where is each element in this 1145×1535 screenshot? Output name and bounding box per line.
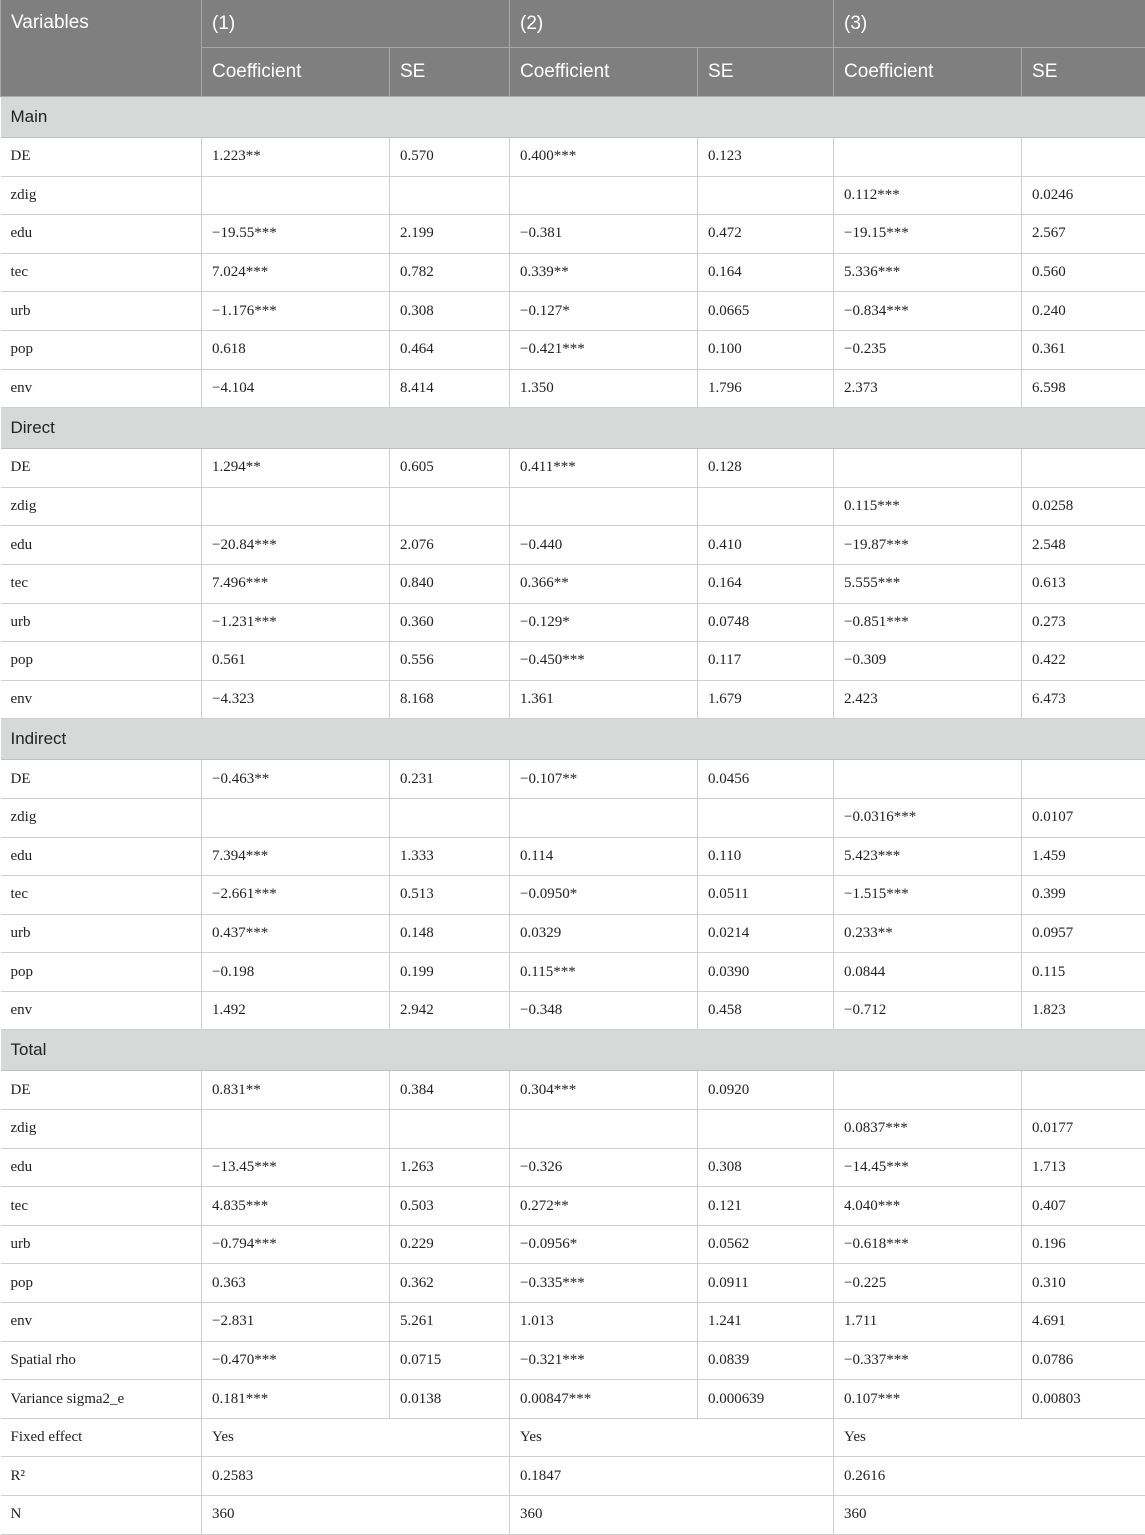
coefficient-cell: −0.335***	[510, 1264, 698, 1303]
coefficient-cell: 4.835***	[202, 1187, 390, 1226]
table-row	[1, 1380, 1145, 1419]
se-cell: 1.241	[698, 1303, 834, 1342]
table-row	[1, 215, 1145, 254]
coefficient-cell: 5.555***	[834, 564, 1022, 603]
se-cell	[1022, 449, 1145, 488]
se-cell: 0.361	[1022, 330, 1145, 369]
footer-value-cell: Yes	[202, 1418, 510, 1457]
coefficient-cell: −0.0950*	[510, 876, 698, 915]
section-title: Direct	[1, 408, 1145, 449]
se-cell: 0.0715	[390, 1341, 510, 1380]
variable-name-cell: tec	[1, 876, 202, 915]
coefficient-cell: 0.115***	[510, 953, 698, 992]
variable-name-cell: pop	[1, 642, 202, 681]
se-cell: 1.713	[1022, 1148, 1145, 1187]
se-cell: 0.0246	[1022, 176, 1145, 215]
se-cell: 0.0957	[1022, 914, 1145, 953]
variable-name-cell: edu	[1, 837, 202, 876]
se-cell: 6.473	[1022, 680, 1145, 719]
se-cell: 0.148	[390, 914, 510, 953]
se-cell: 0.164	[698, 564, 834, 603]
table-row	[1, 1110, 1145, 1149]
coefficient-cell	[510, 798, 698, 837]
variable-name-cell: pop	[1, 1264, 202, 1303]
coefficient-cell: −0.321***	[510, 1341, 698, 1380]
se-header: SE	[390, 48, 510, 97]
coefficient-cell: 0.0844	[834, 953, 1022, 992]
se-cell: 0.308	[698, 1148, 834, 1187]
se-cell: 0.123	[698, 138, 834, 177]
coefficient-cell: −1.176***	[202, 292, 390, 331]
se-cell	[698, 176, 834, 215]
table-row	[1, 1264, 1145, 1303]
coefficient-cell: 1.361	[510, 680, 698, 719]
se-cell: 0.0177	[1022, 1110, 1145, 1149]
table-row	[1, 991, 1145, 1030]
coefficient-cell: −19.87***	[834, 526, 1022, 565]
coefficient-cell: 0.233**	[834, 914, 1022, 953]
se-cell: 4.691	[1022, 1303, 1145, 1342]
coefficient-cell: 0.272**	[510, 1187, 698, 1226]
footer-value-cell: 360	[510, 1496, 834, 1535]
se-cell: 0.613	[1022, 564, 1145, 603]
table-row	[1, 487, 1145, 526]
se-cell: 0.240	[1022, 292, 1145, 331]
se-cell: 0.121	[698, 1187, 834, 1226]
coefficient-cell: −0.421***	[510, 330, 698, 369]
coefficient-cell	[510, 487, 698, 526]
variable-name-cell: tec	[1, 253, 202, 292]
coefficient-cell: −0.450***	[510, 642, 698, 681]
coefficient-cell: −0.712	[834, 991, 1022, 1030]
coefficient-cell: 0.339**	[510, 253, 698, 292]
coefficient-cell	[510, 176, 698, 215]
coefficient-cell: 0.115***	[834, 487, 1022, 526]
variable-name-cell: zdig	[1, 1110, 202, 1149]
table-row	[1, 526, 1145, 565]
se-cell: 0.399	[1022, 876, 1145, 915]
se-cell: 0.0214	[698, 914, 834, 953]
coefficient-cell	[202, 1110, 390, 1149]
section-header-row	[1, 97, 1145, 138]
coefficient-cell: −0.225	[834, 1264, 1022, 1303]
se-cell: 0.464	[390, 330, 510, 369]
se-cell: 0.556	[390, 642, 510, 681]
se-cell: 1.263	[390, 1148, 510, 1187]
coefficient-cell: −0.129*	[510, 603, 698, 642]
table-row	[1, 1225, 1145, 1264]
model-2-header: (2)	[510, 0, 834, 48]
variable-name-cell: N	[1, 1496, 202, 1535]
variable-name-cell: DE	[1, 760, 202, 799]
section-title: Total	[1, 1030, 1145, 1071]
variable-name-cell: tec	[1, 1187, 202, 1226]
footer-value-cell: 360	[202, 1496, 510, 1535]
coefficient-cell: −1.231***	[202, 603, 390, 642]
footer-value-cell: 0.2616	[834, 1457, 1145, 1496]
coefficient-cell: −20.84***	[202, 526, 390, 565]
variables-header: Variables	[1, 0, 202, 97]
coefficient-cell: −14.45***	[834, 1148, 1022, 1187]
coefficient-cell: −0.198	[202, 953, 390, 992]
coefficient-cell: 0.00847***	[510, 1380, 698, 1419]
se-cell: 1.823	[1022, 991, 1145, 1030]
variable-name-cell: zdig	[1, 798, 202, 837]
model-1-header: (1)	[202, 0, 510, 48]
coefficient-cell: 7.394***	[202, 837, 390, 876]
variable-name-cell: DE	[1, 449, 202, 488]
se-cell: 0.503	[390, 1187, 510, 1226]
table-row	[1, 1071, 1145, 1110]
variable-name-cell: urb	[1, 1225, 202, 1264]
se-cell: 2.567	[1022, 215, 1145, 254]
se-cell: 0.0562	[698, 1225, 834, 1264]
coefficient-cell	[834, 1071, 1022, 1110]
coefficient-header: Coefficient	[202, 48, 390, 97]
table-row	[1, 642, 1145, 681]
table-row	[1, 760, 1145, 799]
se-cell: 0.0920	[698, 1071, 834, 1110]
coefficient-cell: −0.0956*	[510, 1225, 698, 1264]
coefficient-cell: −0.348	[510, 991, 698, 1030]
se-cell: 0.117	[698, 642, 834, 681]
coefficient-cell: −19.55***	[202, 215, 390, 254]
se-cell: 0.0665	[698, 292, 834, 331]
se-cell: 1.459	[1022, 837, 1145, 876]
coefficient-header: Coefficient	[834, 48, 1022, 97]
coefficient-cell: −0.463**	[202, 760, 390, 799]
table-row	[1, 1148, 1145, 1187]
coefficient-cell: 1.711	[834, 1303, 1022, 1342]
table-row	[1, 138, 1145, 177]
section-title: Main	[1, 97, 1145, 138]
coefficient-cell: 0.366**	[510, 564, 698, 603]
se-cell: 0.605	[390, 449, 510, 488]
variable-name-cell: env	[1, 369, 202, 408]
variable-name-cell: env	[1, 991, 202, 1030]
se-cell: 0.100	[698, 330, 834, 369]
variable-name-cell: env	[1, 680, 202, 719]
footer-row	[1, 1496, 1145, 1535]
coefficient-cell: 0.618	[202, 330, 390, 369]
se-cell: 1.679	[698, 680, 834, 719]
coefficient-cell: −0.309	[834, 642, 1022, 681]
se-cell: 0.422	[1022, 642, 1145, 681]
coefficient-cell: 7.024***	[202, 253, 390, 292]
table-row	[1, 292, 1145, 331]
coefficient-cell: 5.423***	[834, 837, 1022, 876]
coefficient-cell: −0.794***	[202, 1225, 390, 1264]
se-cell	[698, 1110, 834, 1149]
variable-name-cell: pop	[1, 953, 202, 992]
coefficient-cell: −13.45***	[202, 1148, 390, 1187]
se-cell: 0.0786	[1022, 1341, 1145, 1380]
se-cell	[390, 487, 510, 526]
coefficient-cell: −0.834***	[834, 292, 1022, 331]
variable-name-cell: R²	[1, 1457, 202, 1496]
footer-value-cell: Yes	[834, 1418, 1145, 1457]
se-cell: 1.333	[390, 837, 510, 876]
se-cell: 2.076	[390, 526, 510, 565]
se-cell: 0.0748	[698, 603, 834, 642]
coefficient-cell: −2.661***	[202, 876, 390, 915]
coefficient-cell: −0.326	[510, 1148, 698, 1187]
footer-value-cell: 360	[834, 1496, 1145, 1535]
header-row-models	[1, 0, 1145, 48]
variable-name-cell: zdig	[1, 176, 202, 215]
coefficient-cell: 1.492	[202, 991, 390, 1030]
coefficient-cell	[834, 449, 1022, 488]
coefficient-cell: 0.181***	[202, 1380, 390, 1419]
coefficient-cell: 0.363	[202, 1264, 390, 1303]
footer-row	[1, 1457, 1145, 1496]
se-cell	[698, 798, 834, 837]
se-cell: 0.840	[390, 564, 510, 603]
se-cell: 0.115	[1022, 953, 1145, 992]
se-cell: 2.942	[390, 991, 510, 1030]
section-header-row	[1, 1030, 1145, 1071]
variable-name-cell: tec	[1, 564, 202, 603]
coefficient-cell: −0.851***	[834, 603, 1022, 642]
se-cell: 0.513	[390, 876, 510, 915]
se-cell: 0.384	[390, 1071, 510, 1110]
table-row	[1, 798, 1145, 837]
variable-name-cell: env	[1, 1303, 202, 1342]
se-cell: 0.164	[698, 253, 834, 292]
se-cell: 0.310	[1022, 1264, 1145, 1303]
coefficient-cell: −0.618***	[834, 1225, 1022, 1264]
coefficient-cell	[202, 176, 390, 215]
variable-name-cell: DE	[1, 138, 202, 177]
se-cell: 0.0258	[1022, 487, 1145, 526]
se-cell: 0.0390	[698, 953, 834, 992]
variable-name-cell: Spatial rho	[1, 1341, 202, 1380]
se-cell: 1.796	[698, 369, 834, 408]
footer-value-cell: Yes	[510, 1418, 834, 1457]
coefficient-cell	[202, 798, 390, 837]
se-cell	[1022, 760, 1145, 799]
se-cell: 5.261	[390, 1303, 510, 1342]
se-cell: 0.570	[390, 138, 510, 177]
footer-value-cell: 0.2583	[202, 1457, 510, 1496]
se-cell: 6.598	[1022, 369, 1145, 408]
coefficient-cell	[202, 487, 390, 526]
coefficient-cell: −0.235	[834, 330, 1022, 369]
se-cell	[390, 176, 510, 215]
variable-name-cell: edu	[1, 1148, 202, 1187]
table-row	[1, 953, 1145, 992]
table-row	[1, 914, 1145, 953]
coefficient-cell: −19.15***	[834, 215, 1022, 254]
se-cell: 0.229	[390, 1225, 510, 1264]
se-cell: 0.458	[698, 991, 834, 1030]
se-cell: 0.782	[390, 253, 510, 292]
coefficient-cell: 0.561	[202, 642, 390, 681]
coefficient-cell: 0.437***	[202, 914, 390, 953]
se-cell: 0.407	[1022, 1187, 1145, 1226]
model-3-header: (3)	[834, 0, 1145, 48]
coefficient-cell: −0.127*	[510, 292, 698, 331]
table-row	[1, 603, 1145, 642]
se-cell: 0.0107	[1022, 798, 1145, 837]
coefficient-cell: −0.0316***	[834, 798, 1022, 837]
coefficient-cell: 0.304***	[510, 1071, 698, 1110]
se-cell: 0.000639	[698, 1380, 834, 1419]
coefficient-cell: 0.114	[510, 837, 698, 876]
coefficient-cell: −0.381	[510, 215, 698, 254]
coefficient-cell: 2.423	[834, 680, 1022, 719]
table-row	[1, 876, 1145, 915]
se-cell	[390, 798, 510, 837]
se-cell: 0.308	[390, 292, 510, 331]
coefficient-cell: 1.294**	[202, 449, 390, 488]
section-header-row	[1, 408, 1145, 449]
coefficient-cell	[510, 1110, 698, 1149]
se-cell: 0.362	[390, 1264, 510, 1303]
se-cell	[1022, 1071, 1145, 1110]
coefficient-cell: −0.470***	[202, 1341, 390, 1380]
table-row	[1, 680, 1145, 719]
se-cell: 0.0839	[698, 1341, 834, 1380]
se-cell: 0.0138	[390, 1380, 510, 1419]
se-cell: 0.0456	[698, 760, 834, 799]
coefficient-cell: −0.107**	[510, 760, 698, 799]
variable-name-cell: zdig	[1, 487, 202, 526]
variable-name-cell: urb	[1, 914, 202, 953]
table-row	[1, 449, 1145, 488]
table-row	[1, 837, 1145, 876]
variable-name-cell: pop	[1, 330, 202, 369]
variable-name-cell: urb	[1, 292, 202, 331]
se-cell: 0.273	[1022, 603, 1145, 642]
se-cell: 8.414	[390, 369, 510, 408]
coefficient-cell: 1.013	[510, 1303, 698, 1342]
coefficient-cell: 0.0837***	[834, 1110, 1022, 1149]
se-cell: 0.128	[698, 449, 834, 488]
coefficient-header: Coefficient	[510, 48, 698, 97]
variable-name-cell: edu	[1, 215, 202, 254]
se-cell: 0.199	[390, 953, 510, 992]
coefficient-cell: 0.400***	[510, 138, 698, 177]
se-cell: 0.560	[1022, 253, 1145, 292]
se-cell: 2.199	[390, 215, 510, 254]
coefficient-cell: −4.323	[202, 680, 390, 719]
se-cell: 0.00803	[1022, 1380, 1145, 1419]
coefficient-cell: −0.337***	[834, 1341, 1022, 1380]
coefficient-cell: 2.373	[834, 369, 1022, 408]
se-cell: 0.0511	[698, 876, 834, 915]
variable-name-cell: Fixed effect	[1, 1418, 202, 1457]
se-cell	[390, 1110, 510, 1149]
coefficient-cell: 0.112***	[834, 176, 1022, 215]
table-row	[1, 253, 1145, 292]
se-cell: 8.168	[390, 680, 510, 719]
coefficient-cell: −0.440	[510, 526, 698, 565]
coefficient-cell: 1.223**	[202, 138, 390, 177]
table-body	[1, 97, 1145, 1535]
footer-value-cell: 0.1847	[510, 1457, 834, 1496]
footer-row	[1, 1418, 1145, 1457]
table-row	[1, 176, 1145, 215]
coefficient-cell: 0.107***	[834, 1380, 1022, 1419]
variable-name-cell: urb	[1, 603, 202, 642]
table-row	[1, 564, 1145, 603]
se-header: SE	[1022, 48, 1145, 97]
table-row	[1, 369, 1145, 408]
coefficient-cell: −1.515***	[834, 876, 1022, 915]
se-cell: 0.110	[698, 837, 834, 876]
coefficient-cell: −2.831	[202, 1303, 390, 1342]
table-row	[1, 1303, 1145, 1342]
section-header-row	[1, 719, 1145, 760]
coefficient-cell: 0.411***	[510, 449, 698, 488]
table-row	[1, 1187, 1145, 1226]
variable-name-cell: Variance sigma2_e	[1, 1380, 202, 1419]
se-cell	[1022, 138, 1145, 177]
table-row	[1, 330, 1145, 369]
se-cell: 0.0911	[698, 1264, 834, 1303]
coefficient-cell: 0.0329	[510, 914, 698, 953]
coefficient-cell	[834, 760, 1022, 799]
se-cell: 0.231	[390, 760, 510, 799]
section-title: Indirect	[1, 719, 1145, 760]
coefficient-cell	[834, 138, 1022, 177]
se-header: SE	[698, 48, 834, 97]
se-cell: 2.548	[1022, 526, 1145, 565]
table-row	[1, 1341, 1145, 1380]
coefficient-cell: 0.831**	[202, 1071, 390, 1110]
variable-name-cell: edu	[1, 526, 202, 565]
coefficient-cell: 7.496***	[202, 564, 390, 603]
se-cell: 0.410	[698, 526, 834, 565]
coefficient-cell: −4.104	[202, 369, 390, 408]
se-cell: 0.360	[390, 603, 510, 642]
se-cell: 0.196	[1022, 1225, 1145, 1264]
se-cell: 0.472	[698, 215, 834, 254]
coefficient-cell: 5.336***	[834, 253, 1022, 292]
variable-name-cell: DE	[1, 1071, 202, 1110]
se-cell	[698, 487, 834, 526]
coefficient-cell: 1.350	[510, 369, 698, 408]
coefficient-cell: 4.040***	[834, 1187, 1022, 1226]
